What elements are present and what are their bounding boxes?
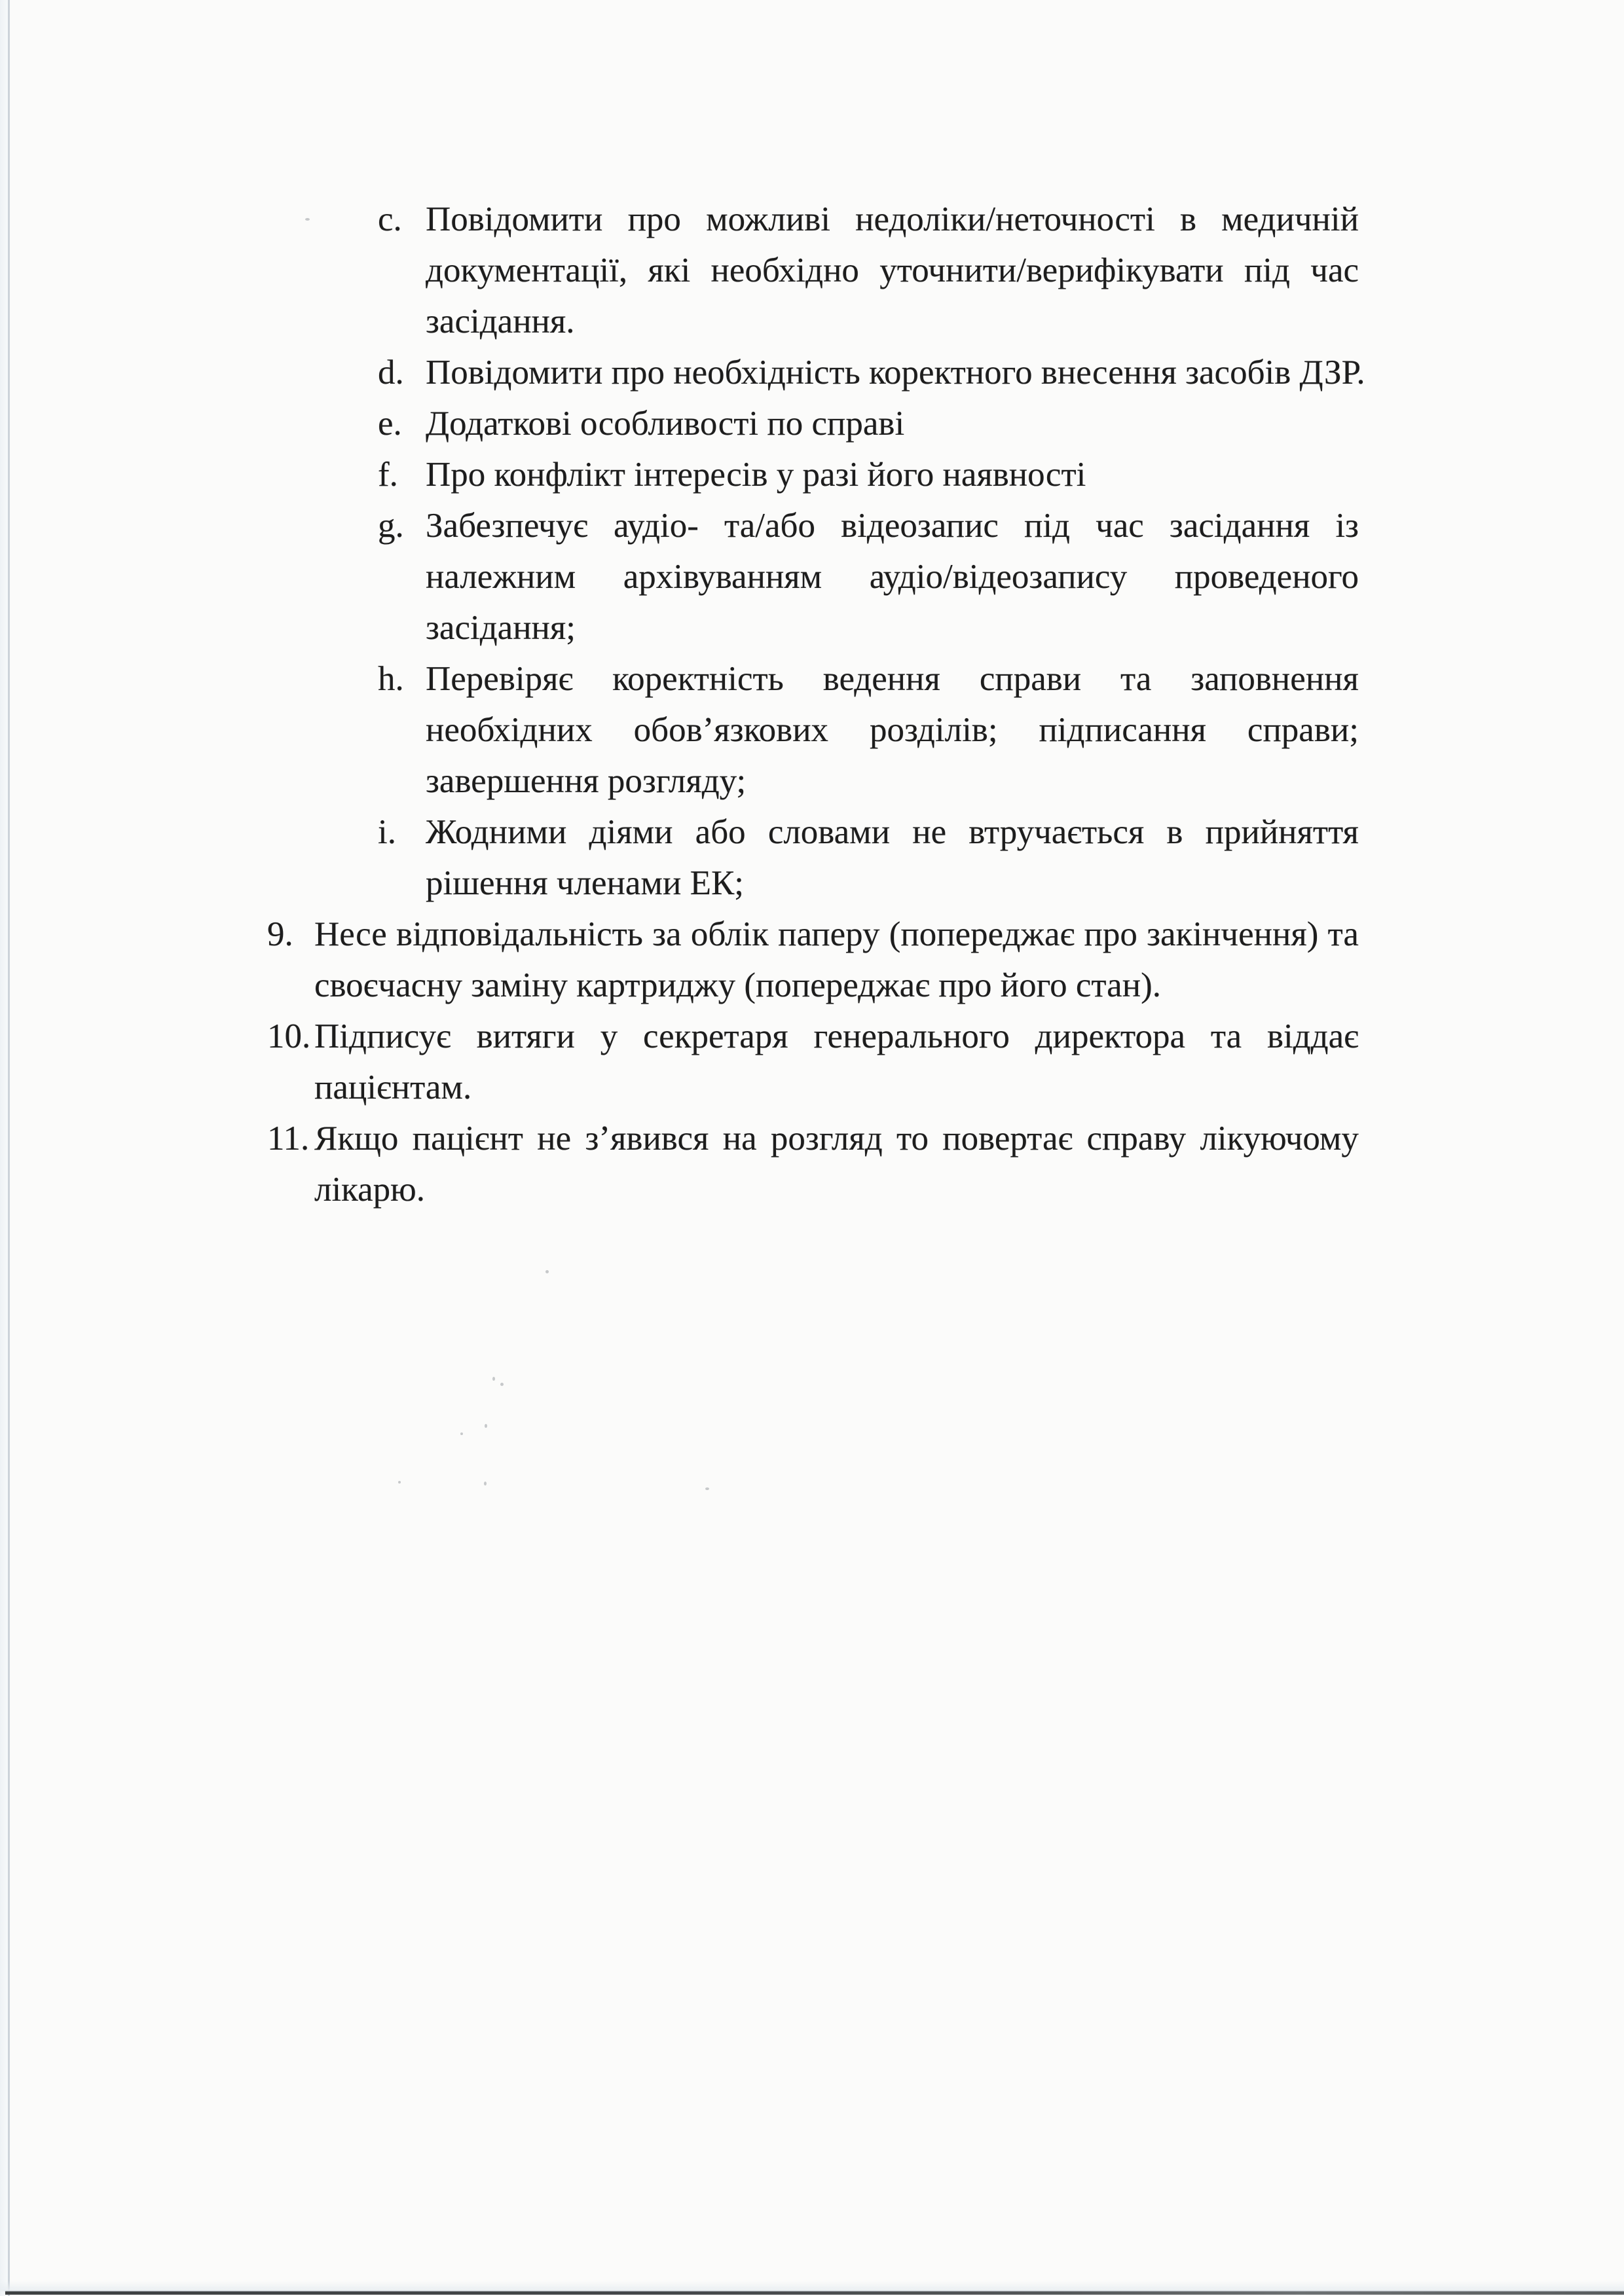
line-word: у bbox=[600, 1017, 618, 1055]
line-word: Жодними bbox=[426, 813, 567, 851]
line-word: не bbox=[537, 1120, 572, 1157]
line-word: та bbox=[1327, 915, 1359, 953]
document-line bbox=[378, 449, 1359, 500]
document-line bbox=[314, 960, 1359, 1011]
line-word: Повідомити bbox=[426, 200, 603, 238]
line-text: лікарю. bbox=[314, 1171, 425, 1209]
document-line bbox=[267, 1113, 1359, 1164]
line-text: засідання. bbox=[426, 302, 575, 340]
document-line bbox=[426, 704, 1359, 756]
scan-bottom-fuzz bbox=[0, 2281, 1624, 2291]
line-word: лікуючому bbox=[1200, 1120, 1359, 1157]
scan-bottom-edge-line bbox=[5, 2291, 1624, 2295]
scan-speck bbox=[460, 1432, 463, 1435]
line-word: секретаря bbox=[643, 1017, 788, 1055]
line-word: Несе bbox=[314, 915, 387, 953]
line-word: словами bbox=[767, 813, 891, 851]
document-line bbox=[267, 909, 1359, 960]
line-word: час bbox=[1310, 251, 1359, 289]
list-marker: 11. bbox=[267, 1120, 310, 1157]
line-word: не bbox=[912, 813, 947, 851]
scan-speck bbox=[398, 1481, 401, 1484]
line-word: повертає bbox=[942, 1120, 1073, 1157]
line-word: які bbox=[648, 251, 691, 289]
line-text: засідання; bbox=[426, 609, 576, 647]
line-word: час bbox=[1096, 507, 1144, 545]
line-word: витяги bbox=[476, 1017, 575, 1055]
document-line bbox=[378, 398, 1359, 449]
line-text: рішення членами ЕК; bbox=[426, 864, 745, 902]
line-word: Перевіряє bbox=[426, 660, 574, 698]
line-word: (попереджає bbox=[889, 915, 1075, 953]
scan-speck bbox=[705, 1487, 709, 1490]
line-text: пацієнтам. bbox=[314, 1068, 472, 1106]
line-word: медичній bbox=[1221, 200, 1359, 238]
document-line bbox=[378, 500, 1359, 551]
list-marker: i. bbox=[378, 813, 396, 851]
line-word: аудіо- bbox=[614, 507, 699, 545]
line-word: або bbox=[695, 813, 746, 851]
line-word: відеозапис bbox=[841, 507, 999, 545]
line-word: необхідно bbox=[710, 251, 859, 289]
line-word: можливі bbox=[706, 200, 830, 238]
scan-speck bbox=[500, 1383, 504, 1386]
line-word: про bbox=[1084, 915, 1137, 953]
line-text: своєчасну заміну картриджу (попереджає про його стан). bbox=[314, 966, 1161, 1004]
line-word: та bbox=[1210, 1017, 1242, 1055]
document-line bbox=[426, 756, 1359, 807]
line-word: про bbox=[627, 200, 681, 238]
document-line bbox=[426, 858, 1359, 909]
line-word: необхідних bbox=[426, 711, 593, 749]
document-line bbox=[378, 347, 1365, 398]
document-line bbox=[426, 602, 1359, 653]
line-word: в bbox=[1179, 200, 1196, 238]
list-marker: g. bbox=[378, 507, 404, 545]
line-text: Про конфлікт інтересів у разі його наявності bbox=[426, 456, 1086, 494]
line-word: справи; bbox=[1247, 711, 1359, 749]
line-text: завершення розгляду; bbox=[426, 762, 747, 800]
line-word: облік bbox=[690, 915, 769, 953]
document-line bbox=[378, 807, 1359, 858]
list-marker: c. bbox=[378, 200, 402, 238]
line-word: та/або bbox=[724, 507, 816, 545]
line-word: розгляд bbox=[770, 1120, 883, 1157]
list-marker: 9. bbox=[267, 915, 293, 953]
line-word: архівуванням bbox=[623, 558, 822, 596]
line-word: відповідальність bbox=[396, 915, 643, 953]
line-word: Забезпечує bbox=[426, 507, 588, 545]
line-word: уточнити/верифікувати bbox=[879, 251, 1224, 289]
line-text: Додаткові особливості по справі bbox=[426, 405, 905, 443]
line-word: справи bbox=[979, 660, 1082, 698]
line-word: ведення bbox=[822, 660, 940, 698]
line-word: віддає bbox=[1266, 1017, 1359, 1055]
list-marker: 10. bbox=[267, 1017, 311, 1055]
line-word: коректність bbox=[612, 660, 784, 698]
list-marker: d. bbox=[378, 354, 404, 392]
line-word: засідання bbox=[1169, 507, 1310, 545]
document-text-block bbox=[0, 194, 1365, 1215]
line-word: Підписує bbox=[314, 1017, 451, 1055]
scan-speck bbox=[305, 218, 310, 221]
line-word: за bbox=[652, 915, 682, 953]
line-word: паперу bbox=[778, 915, 880, 953]
line-word: документації, bbox=[426, 251, 628, 289]
line-word: під bbox=[1024, 507, 1071, 545]
line-word: та bbox=[1120, 660, 1152, 698]
scan-speck bbox=[485, 1424, 487, 1428]
document-line bbox=[378, 653, 1359, 704]
line-word: з’явився bbox=[585, 1120, 709, 1157]
line-word: належним bbox=[426, 558, 576, 596]
line-word: директора bbox=[1035, 1017, 1186, 1055]
line-word: обов’язкових bbox=[633, 711, 829, 749]
list-marker: e. bbox=[378, 405, 402, 443]
line-word: із bbox=[1335, 507, 1359, 545]
line-word: закінчення) bbox=[1147, 915, 1319, 953]
scan-speck bbox=[484, 1482, 487, 1485]
line-word: Якщо bbox=[314, 1120, 399, 1157]
line-word: втручається bbox=[969, 813, 1145, 851]
line-word: розділів; bbox=[869, 711, 998, 749]
document-line bbox=[426, 551, 1359, 602]
document-line bbox=[267, 1011, 1359, 1062]
line-word: то bbox=[896, 1120, 929, 1157]
line-word: проведеного bbox=[1174, 558, 1359, 596]
line-word: генерального bbox=[813, 1017, 1010, 1055]
document-line bbox=[314, 1164, 1359, 1215]
line-word: заповнення bbox=[1190, 660, 1359, 698]
line-word: аудіо/відеозапису bbox=[869, 558, 1128, 596]
list-marker: h. bbox=[378, 660, 404, 698]
document-line bbox=[314, 1062, 1359, 1113]
line-word: недоліки/неточності bbox=[855, 200, 1155, 238]
line-word: під bbox=[1244, 251, 1290, 289]
line-word: справу bbox=[1086, 1120, 1187, 1157]
document-line bbox=[426, 296, 1359, 347]
line-word: в bbox=[1166, 813, 1183, 851]
scan-speck bbox=[545, 1270, 549, 1273]
document-line bbox=[378, 194, 1359, 245]
line-word: пацієнт bbox=[412, 1120, 523, 1157]
line-text: Повідомити про необхідність коректного внесення засобів ДЗР. bbox=[426, 354, 1365, 392]
line-word: на bbox=[722, 1120, 757, 1157]
line-word: прийняття bbox=[1205, 813, 1359, 851]
line-word: підписання bbox=[1039, 711, 1207, 749]
scan-speck bbox=[492, 1377, 495, 1381]
document-line bbox=[426, 245, 1359, 296]
list-marker: f. bbox=[378, 456, 398, 494]
line-word: діями bbox=[589, 813, 673, 851]
